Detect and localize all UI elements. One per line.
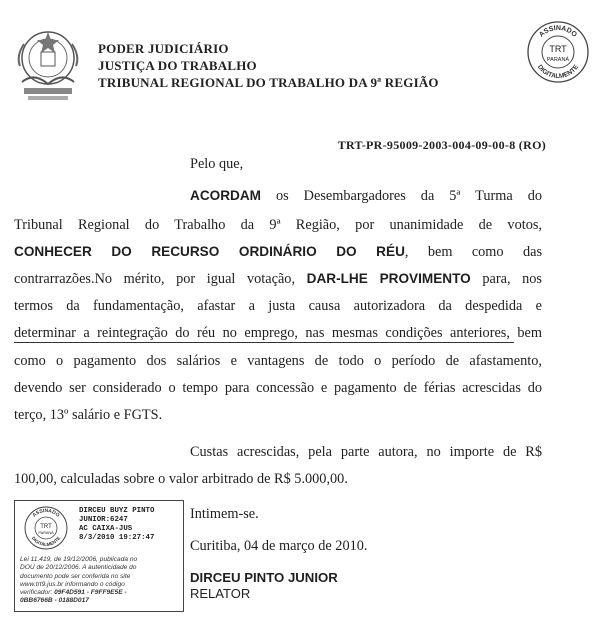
judge-name: DIRCEU PINTO JUNIOR	[190, 570, 338, 585]
ruling-line-1-text: os Desembargadores da 5ª Turma do	[275, 188, 542, 204]
ruling-line-3-text: , bem como das	[404, 244, 543, 260]
ruling-line-6: determinar a reintegração do réu no emprego, nas mesmas condições anteriores, bem	[14, 325, 542, 341]
coat-of-arms-logo	[14, 22, 82, 106]
process-number: TRT-PR-95009-2003-004-09-00-8 (RO)	[337, 138, 546, 152]
ruling-line-4-a: contrarrazões.No mérito, por igual votação,	[14, 271, 296, 287]
ruling-line-5: termos da fundamentação, afastar a justa causa autorizadora da despedida e	[14, 298, 542, 314]
intro-text: Pelo que,	[190, 156, 244, 172]
signature-stamp-box	[14, 500, 184, 612]
underline-rule	[14, 342, 514, 343]
place-date: Curitiba, 04 de março de 2010.	[190, 538, 368, 554]
ruling-line-8: devendo ser considerado o tempo para concessão e pagamento de férias acrescidas do	[14, 380, 542, 396]
stamp-ca: AC CAIXA-JUS	[79, 525, 133, 533]
costs-line-2: 100,00, calculadas sobre o valor arbitrado de R$ 5.000,00.	[14, 471, 348, 487]
intimem-text: Intimem-se.	[190, 506, 259, 522]
costs-line-1: Custas acrescidas, pela parte autora, no importe de R$	[190, 444, 542, 460]
svg-text:ASSINADO	[538, 25, 578, 39]
acordam-label: ACORDAM	[190, 188, 261, 203]
court-header	[98, 40, 439, 91]
conhecer-label: CONHECER DO RECURSO ORDINÁRIO DO RÉU	[14, 244, 405, 259]
svg-text:PARANÁ: PARANÁ	[38, 531, 54, 535]
stamp-datetime: 8/3/2010 19:27:47	[79, 534, 155, 542]
header-line-1: PODER JUDICIÁRIO	[98, 41, 229, 56]
svg-text:DIGITALMENTE: DIGITALMENTE	[30, 535, 62, 548]
seal-top-text: ASSINADO	[538, 24, 578, 39]
stamp-signer-info	[79, 507, 154, 543]
verification-code-2: 0BB6766B - 0188D017	[20, 597, 89, 605]
seal-bottom-text: DIGITALMENTE	[535, 63, 581, 81]
svg-text:ASSINADO: ASSINADO	[31, 507, 61, 519]
ruling-line-2: Tribunal Regional do Trabalho da 9ª Região, por unanimidade de votos,	[14, 217, 542, 233]
stamp-note-4: www.trt9.jus.br informando o código	[20, 580, 125, 588]
header-line-3: TRIBUNAL REGIONAL DO TRABALHO DA 9ª REGIÃO	[98, 75, 439, 90]
digital-signature-seal	[526, 20, 590, 84]
ruling-line-9: terço, 13º salário e FGTS.	[14, 407, 163, 423]
stamp-note-5: verificador: 09F4D591 - F9FF9E5E -	[20, 589, 127, 597]
ruling-line-3	[14, 244, 542, 261]
judge-role: RELATOR	[190, 586, 251, 601]
ruling-line-1	[190, 188, 542, 205]
stamp-note-1: Lei 11.419, de 19/12/2006, publicada no	[20, 556, 138, 563]
ruling-line-7: como o pagamento dos salários e vantagens de todo o período de afastamento,	[14, 353, 542, 369]
stamp-note-2: DOU de 20/12/2006. A autenticidade do	[20, 564, 137, 572]
ruling-line-4	[14, 271, 542, 288]
stamp-seal-icon	[23, 505, 69, 551]
provimento-label: DAR-LHE PROVIMENTO	[306, 271, 471, 286]
stamp-note-3: documento pode ser conferida no site	[20, 572, 131, 580]
stamp-name-1: DIRCEU BUYZ PINTO	[79, 507, 155, 515]
stamp-name-2: JUNIOR:6247	[79, 516, 128, 524]
verification-code-1: 09F4D591 - F9FF9E5E -	[54, 589, 127, 597]
seal-center-2: PARANÁ	[546, 57, 570, 63]
ruling-line-4-rest: para, nos	[482, 271, 542, 287]
seal-center-1: TRT	[549, 44, 567, 54]
stamp-legal-note	[20, 556, 180, 606]
svg-text:TRT: TRT	[40, 524, 52, 530]
header-line-2: JUSTIÇA DO TRABALHO	[98, 58, 257, 73]
